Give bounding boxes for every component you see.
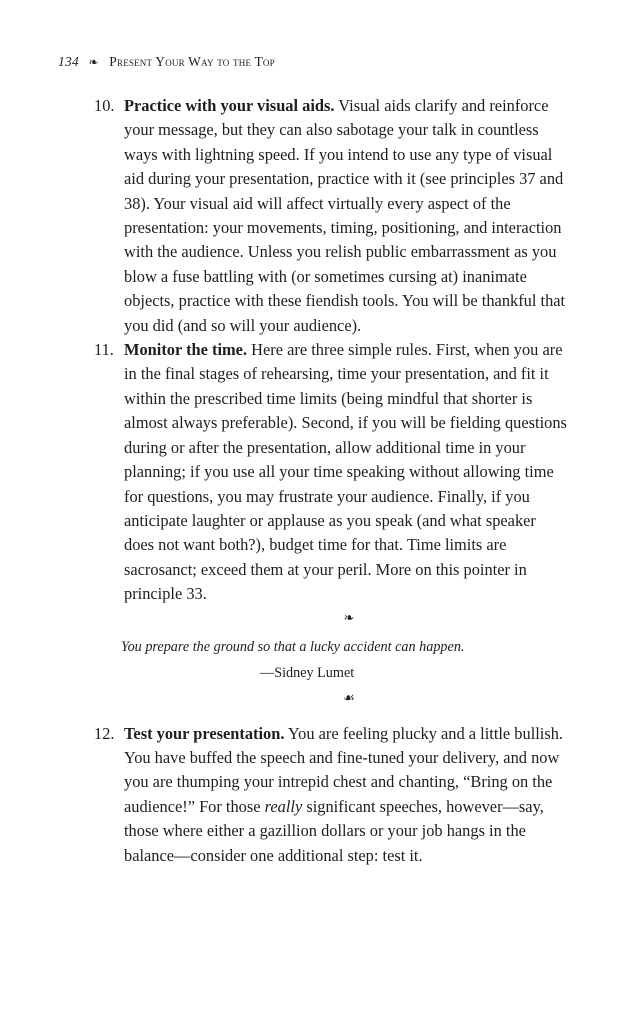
list-item-10 (94, 94, 570, 338)
item-heading: Practice with your visual aids. (124, 96, 335, 115)
running-header (58, 54, 275, 70)
item-text: Here are three simple rules. First, when you are in the final stages of rehearsing, time your presentation, and fit it within the prescribed time limits (being mindful that shorter is almost always preferable). Second, if you will be fielding questions during or after the presentation, allow additional time in your planning; if you use all your time speaking without allowing time for questions, you may frustrate your audience. Finally, if you anticipate laughter or applause as you speak (and what speaker does not want both?), budget time for that. Time limits are sacrosanct; exceed them at your peril. More on this pointer in principle 33. (124, 340, 567, 604)
quote-attribution: —Sidney Lumet (260, 664, 355, 681)
fleuron-icon: ❧ (88, 55, 99, 69)
item-heading: Monitor the time. (124, 340, 248, 360)
item-emphasis: really (264, 796, 303, 816)
fleuron-icon: ❧ (343, 609, 355, 625)
page-body (94, 94, 570, 868)
item-text: You are feeling plucky and a little bullish. You have buffed the speech and fine-tuned your delivery, and now you are thumping your intrepid chest and chanting, “Bring on the audience!” For those (124, 723, 564, 816)
running-title: Present Your Way to the Top (109, 54, 275, 69)
item-text-end: significant speeches, however—say, those where either a gazillion dollars or your job hangs in the balance—consider one additional step: test it. (124, 796, 544, 865)
item-number: 12. (94, 723, 115, 743)
page-number: 134 (58, 54, 79, 69)
item-number: 11. (94, 340, 114, 360)
epigraph-quote: You prepare the ground so that a lucky accident can happen. (121, 638, 465, 655)
list-item-12 (94, 722, 570, 868)
item-text: Visual aids clarify and reinforce your message, but they can also sabotage your talk in countless ways with lightning speed. If you intend to use any type of visual aid during your presentation, practice with it (see principles 37 and 38). Your visual aid will affect virtually every aspect of the presentation: your movements, timing, positioning, and interaction with the audience. Unless you relish public embarrassment as you blow a fuse battling with (or sometimes cursing at) inanimate objects, practice with these fiendish tools. You will be thankful that you did (and so will your audience). (124, 96, 566, 335)
reversed-fleuron-icon: ☙ (343, 689, 355, 705)
item-heading: Test your presentation. (124, 723, 285, 743)
list-item-11 (94, 338, 570, 606)
item-number: 10. (94, 96, 115, 115)
